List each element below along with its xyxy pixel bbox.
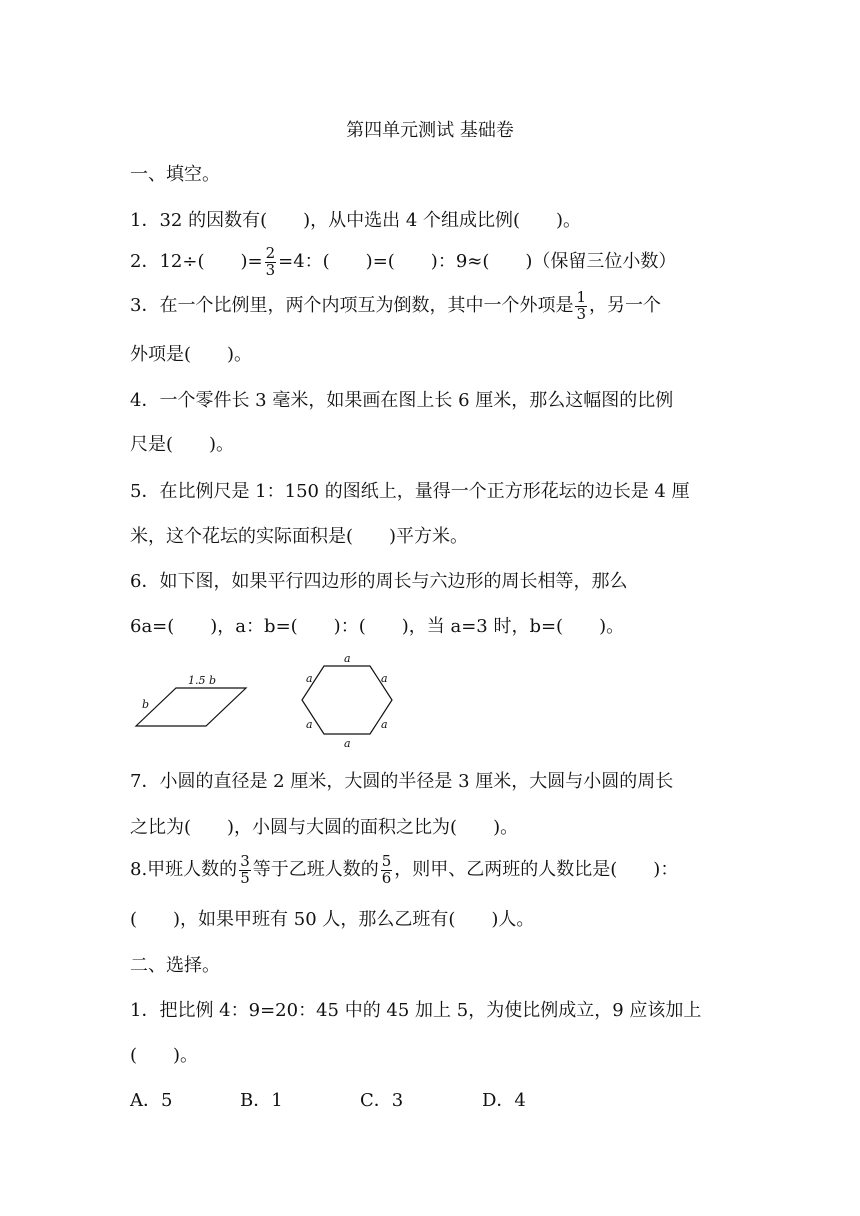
fraction-numerator: 2 <box>265 243 276 262</box>
choice-options <box>130 1086 526 1112</box>
parallelogram-side-label: b <box>142 698 150 711</box>
question-3 <box>130 284 661 328</box>
question-3-prefix: 3．在一个比例里，两个内项互为倒数，其中一个外项是 <box>130 295 574 316</box>
fraction-denominator: 5 <box>240 868 250 887</box>
fraction-2-3 <box>265 243 277 279</box>
fraction-numerator: 3 <box>240 851 250 870</box>
parallelogram-shape <box>136 688 246 726</box>
hexagon-label-top: a <box>344 652 351 665</box>
hexagon-label-upper-left: a <box>306 672 313 685</box>
option-b[interactable]: B．1 <box>240 1090 283 1111</box>
fraction-denominator: 6 <box>381 868 392 887</box>
question-6-line1: 6．如下图，如果平行四边形的周长与六边形的周长相等，那么 <box>130 571 628 592</box>
question-6-line2: 6a=( )，a：b=( )：( )，当 a=3 时，b=( )。 <box>130 616 625 637</box>
question-8-mid: 等于乙班人数的 <box>252 859 379 880</box>
fraction-numerator: 5 <box>381 851 392 870</box>
question-5-line1: 5．在比例尺是 1：150 的图纸上，量得一个正方形花坛的边长是 4 厘 <box>130 481 690 502</box>
option-a[interactable]: A．5 <box>130 1090 173 1111</box>
choice-question-1-line2: ( )。 <box>130 1045 199 1066</box>
question-3-line2: 外项是( )。 <box>130 344 253 365</box>
question-8-prefix: 8.甲班人数的 <box>130 859 238 880</box>
choice-question-1-line1: 1．把比例 4：9=20：45 中的 45 加上 5，为使比例成立，9 应该加上 <box>130 1000 702 1021</box>
hexagon-shape <box>302 666 392 734</box>
page-title: 第四单元测试 基础卷 <box>346 120 514 141</box>
question-7-line2: 之比为( )，小圆与大圆的面积之比为( )。 <box>130 817 519 838</box>
hexagon-label-lower-right: a <box>381 718 388 731</box>
question-7-line1: 7．小圆的直径是 2 厘米，大圆的半径是 3 厘米，大圆与小圆的周长 <box>130 771 674 792</box>
question-1: 1．32 的因数有( )，从中选出 4 个组成比例( )。 <box>130 210 582 231</box>
fraction-denominator: 3 <box>576 304 586 323</box>
hexagon-label-lower-left: a <box>306 718 313 731</box>
question-2 <box>130 240 676 284</box>
question-2-suffix: =4：( )=( )：9≈( )（保留三位小数） <box>278 251 677 272</box>
fraction-3-5 <box>239 851 251 887</box>
fraction-denominator: 3 <box>265 260 276 279</box>
section-heading-choice: 二、选择。 <box>130 955 220 976</box>
question-8-line2: ( )，如果甲班有 50 人，那么乙班有( )人。 <box>130 909 535 930</box>
question-8 <box>130 848 678 892</box>
question-8-suffix: ，则甲、乙两班的人数比是( )： <box>394 859 679 880</box>
question-3-suffix: ，另一个 <box>589 295 661 316</box>
fraction-numerator: 1 <box>576 287 586 306</box>
parallelogram-top-label: 1.5 b <box>188 674 217 687</box>
fraction-5-6 <box>381 851 393 887</box>
question-4-line1: 4．一个零件长 3 毫米，如果画在图上长 6 厘米，那么这幅图的比例 <box>130 390 674 411</box>
question-6-figure <box>130 650 420 750</box>
question-2-prefix: 2．12÷( )= <box>130 251 263 272</box>
option-c[interactable]: C．3 <box>360 1090 404 1111</box>
fraction-1-3 <box>575 287 587 323</box>
hexagon-label-upper-right: a <box>381 672 388 685</box>
hexagon-label-bottom: a <box>344 737 351 750</box>
question-5-line2: 米，这个花坛的实际面积是( )平方米。 <box>130 526 469 547</box>
question-4-line2: 尺是( )。 <box>130 434 235 455</box>
section-heading-fill: 一、填空。 <box>130 164 220 185</box>
option-d[interactable]: D．4 <box>482 1090 526 1111</box>
geometry-figure <box>130 650 420 750</box>
